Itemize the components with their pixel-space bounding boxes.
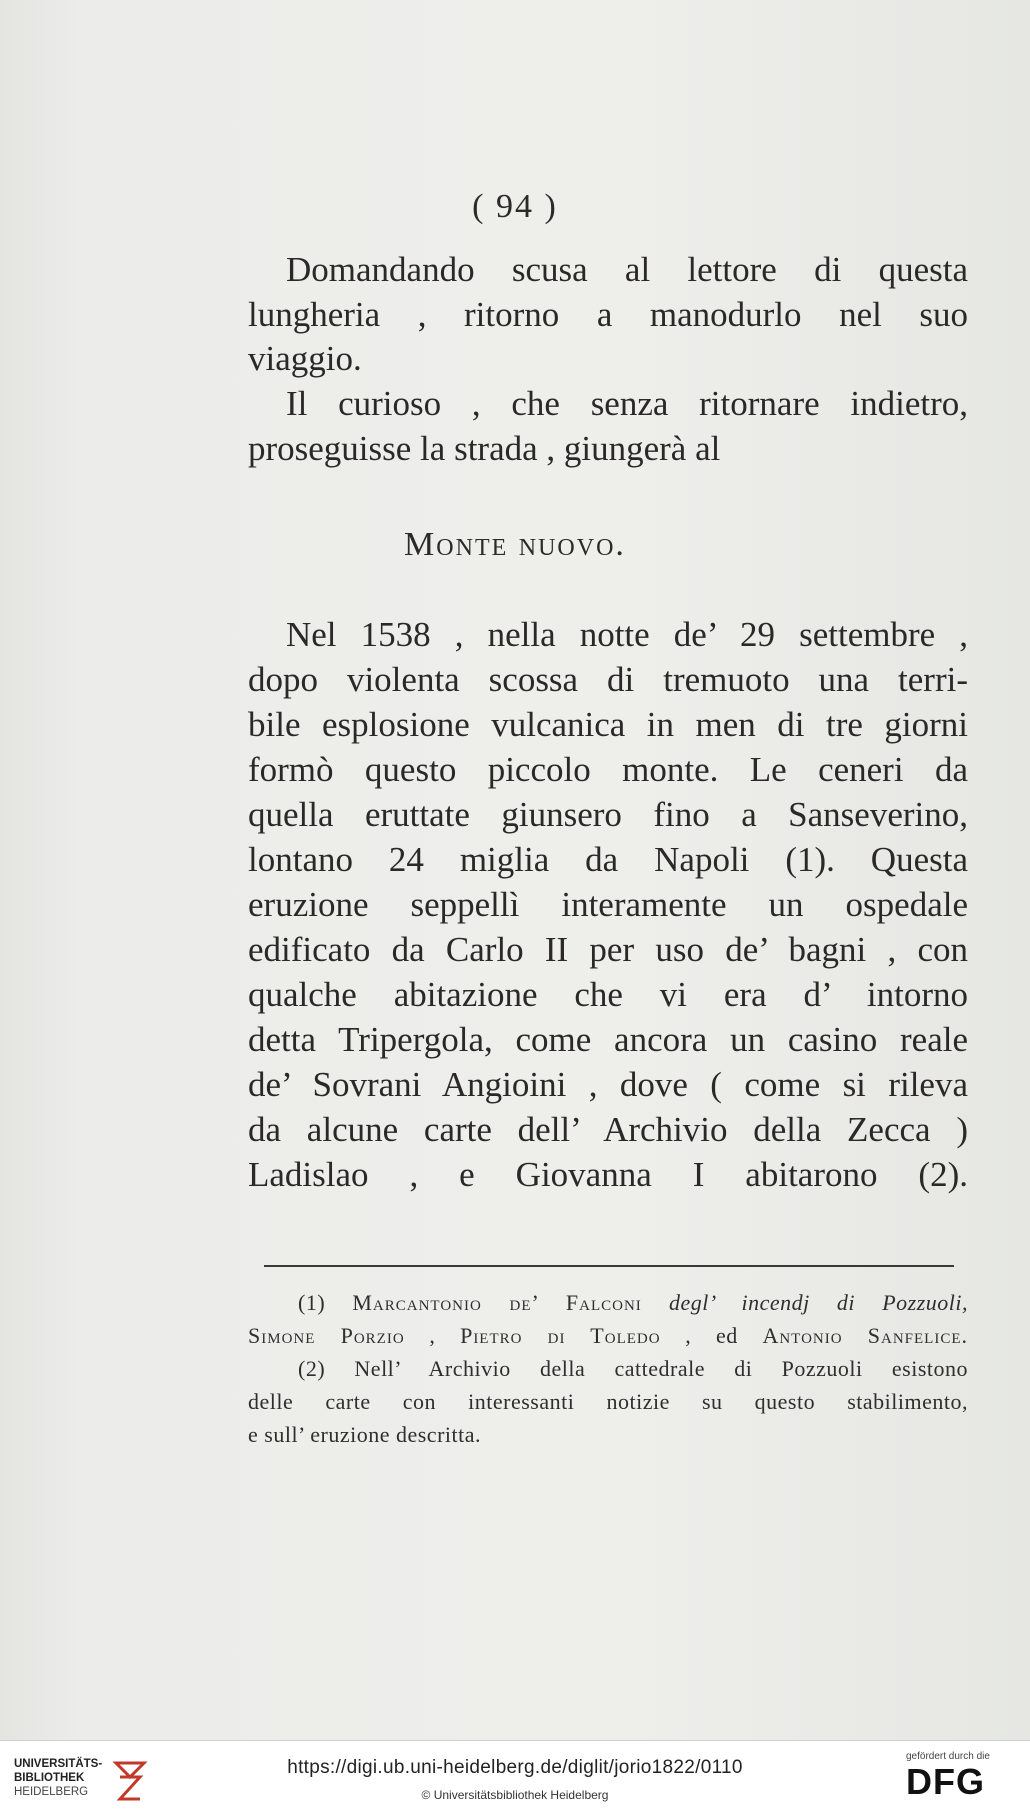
footnote-marker: (1) xyxy=(298,1290,326,1315)
footnote-1-line-1 xyxy=(248,1286,968,1319)
footnote-separator: , xyxy=(404,1323,461,1348)
copyright-notice: © Universitätsbibliothek Heidelberg xyxy=(421,1788,609,1802)
page-url-link[interactable]: https://digi.ub.uni-heidelberg.de/diglit/jorio1822/0110 xyxy=(287,1757,743,1778)
text-line: dopo violenta scossa di tremuoto una terri- xyxy=(248,660,968,699)
paragraph-intro xyxy=(248,248,968,382)
library-name-line: BIBLIOTHEK xyxy=(14,1772,85,1784)
text-line: formò questo piccolo monte. Le ceneri da xyxy=(248,750,968,789)
sponsor-caption: gefördert durch die xyxy=(906,1751,990,1762)
viewer-footer xyxy=(0,1740,1030,1815)
section-heading: Monte nuovo. xyxy=(404,526,626,563)
text-line: proseguisse la strada , giungerà al xyxy=(248,428,721,468)
footnote-separator: , ed xyxy=(660,1323,763,1348)
footnote-divider xyxy=(264,1265,954,1267)
dfg-logo[interactable] xyxy=(906,1751,1016,1807)
page-number: ( 94 ) xyxy=(472,188,558,225)
text-line: detta Tripergola, come ancora un casino reale xyxy=(248,1020,968,1059)
footnotes xyxy=(248,1286,968,1451)
text-line: edificato da Carlo II per uso de’ bagni , con xyxy=(248,930,968,969)
library-name-line: UNIVERSITÄTS- xyxy=(14,1758,103,1770)
text-line: eruzione seppellì interamente un ospedale xyxy=(248,885,968,924)
paragraph-monte-nuovo xyxy=(248,612,968,1197)
text-line: Domandando scusa al lettore di questa xyxy=(286,250,968,289)
footnote-1-line-2 xyxy=(248,1319,968,1352)
footnote-author: Antonio Sanfelice. xyxy=(762,1323,968,1348)
text-line: da alcune carte dell’ Archivio della Zecca ) xyxy=(248,1110,968,1149)
paragraph-curious xyxy=(248,382,968,471)
text-line: viaggio. xyxy=(248,339,362,378)
footnote-2-line: e sull’ eruzione descritta. xyxy=(248,1422,481,1447)
footnote-author: Marcantonio de’ Falconi xyxy=(352,1290,642,1315)
text-line: bile esplosione vulcanica in men di tre giorni xyxy=(248,705,968,744)
text-line: qualche abitazione che vi era d’ intorno xyxy=(248,975,968,1014)
text-line: Ladislao , e Giovanna I abitarono (2). xyxy=(248,1155,968,1194)
text-line: Nel 1538 , nella notte de’ 29 settembre , xyxy=(286,615,968,654)
text-line: lungheria , ritorno a manodurlo nel suo xyxy=(248,294,968,334)
library-name-line: HEIDELBERG xyxy=(14,1786,89,1798)
footnote-2-line: delle carte con interessanti notizie su questo stabilimento, xyxy=(248,1389,968,1414)
text-line: Il curioso , che senza ritornare indietro, xyxy=(286,384,968,423)
footnote-2-line: (2) Nell’ Archivio della cattedrale di Pozzuoli esistono xyxy=(298,1356,968,1381)
footnote-author: Simone Porzio xyxy=(248,1323,405,1348)
text-line: quella eruttate giunsero fino a Sanseverino, xyxy=(248,795,968,834)
text-line: lontano 24 miglia da Napoli (1). Questa xyxy=(248,840,968,879)
text-line: de’ Sovrani Angioini , dove ( come si rileva xyxy=(248,1065,968,1104)
sponsor-name: DFG xyxy=(906,1761,985,1802)
footnote-work-title: degl’ incendj di Pozzuoli, xyxy=(669,1290,969,1315)
footnote-author: Pietro di Toledo xyxy=(460,1323,661,1348)
